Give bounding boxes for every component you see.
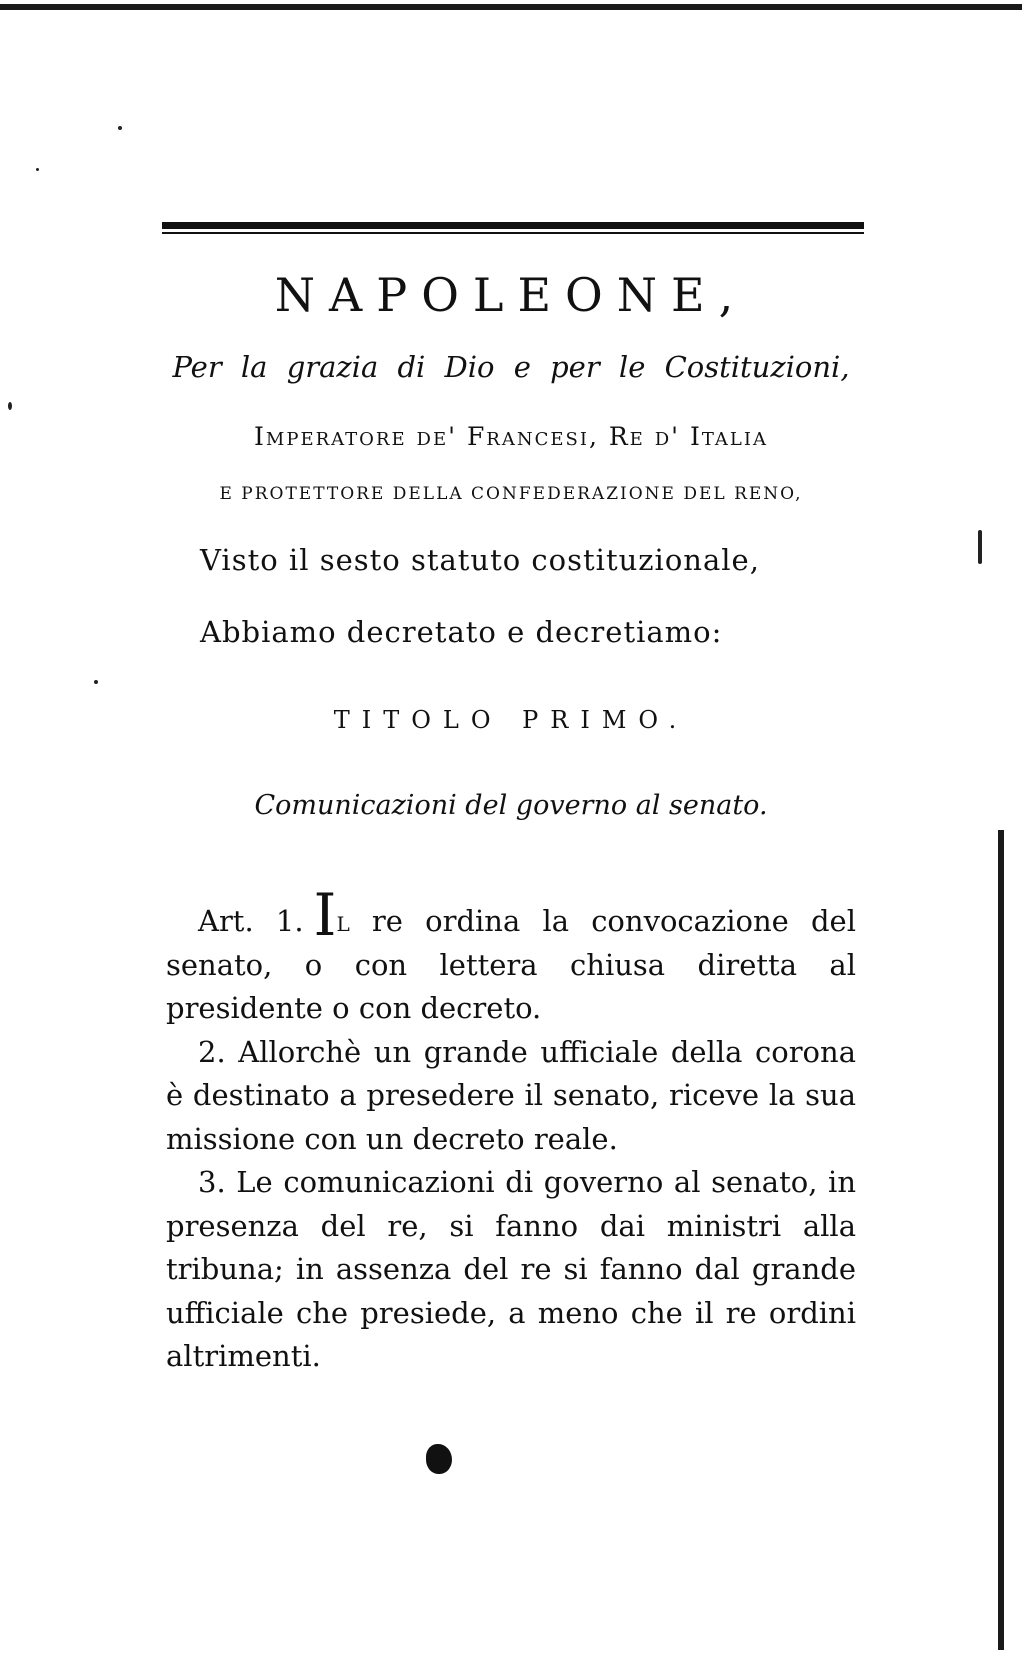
speck	[8, 402, 12, 410]
title-protettore: E PROTETTORE DELLA CONFEDERAZIONE DEL RENO,	[219, 484, 803, 504]
scan-edge-top	[0, 4, 1022, 10]
speck	[94, 680, 98, 684]
article-1	[166, 881, 856, 1031]
article-3-number: 3.	[198, 1165, 226, 1199]
section-heading: TITOLO PRIMO.	[333, 706, 689, 734]
section-subheading: Comunicazioni del governo al senato.	[254, 790, 768, 821]
article-1-smallcaps: l	[336, 904, 350, 938]
speck	[118, 126, 122, 130]
title-imperatore: Imperatore de' Francesi, Re d' Italia	[254, 422, 768, 451]
ink-blot	[426, 1444, 452, 1474]
preamble-abbiamo: Abbiamo decretato e decretiamo:	[200, 615, 723, 649]
article-2-text: Allorchè un grande ufficiale della corona è destinato a presedere il senato, riceve la sua missione con un decreto reale.	[166, 1034, 856, 1156]
articles-body	[166, 881, 856, 1379]
scan-edge-right	[998, 830, 1004, 1650]
ornamental-rule	[162, 222, 864, 234]
article-1-dropcap: I	[313, 881, 337, 949]
article-2	[166, 1031, 856, 1162]
article-1-text: re ordina la convocazione del senato, o con lettera chiusa diretta al presidente o con decreto.	[166, 904, 856, 1025]
decree-title: NAPOLEONE,	[274, 268, 748, 322]
decree-subtitle: Per la grazia di Dio e per le Costituzioni,	[172, 350, 850, 384]
article-3	[166, 1161, 856, 1379]
speck	[36, 168, 39, 171]
article-2-number: 2.	[198, 1034, 226, 1069]
preamble-visto: Visto il sesto statuto costituzionale,	[200, 543, 760, 577]
article-3-text: Le comunicazioni di governo al senato, in presenza del re, si fanno dai ministri alla tribuna; in assenza del re si fanno dal grande ufficiale che presiede, a meno che il re ordini altrimenti.	[166, 1165, 856, 1373]
article-1-label: Art. 1.	[198, 904, 304, 938]
speck	[978, 530, 982, 564]
